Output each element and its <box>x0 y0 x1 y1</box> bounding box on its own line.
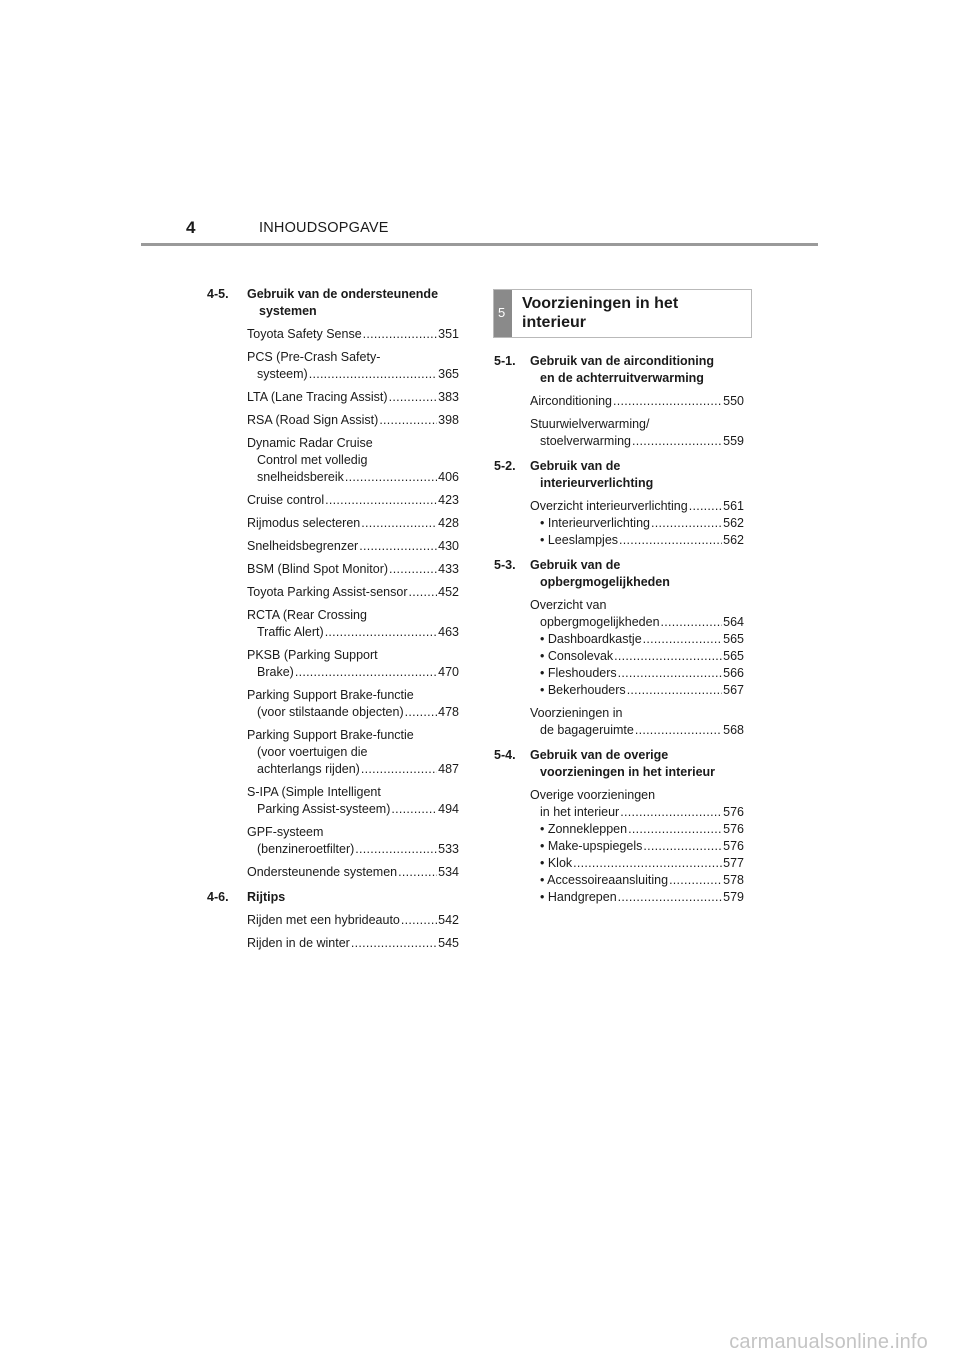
toc-entry[interactable] <box>247 389 459 406</box>
toc-sub-entry[interactable] <box>530 665 744 682</box>
entry-label: Overzicht interieurverlichting <box>530 499 688 513</box>
entry-label: Snelheidsbegrenzer <box>247 539 359 553</box>
entry-label: • Klok <box>540 856 573 870</box>
entry-label: Dynamic Radar Cruise <box>247 436 373 450</box>
section-number: 5-4. <box>494 748 516 762</box>
entry-page-number: 433 <box>438 562 459 576</box>
dot-leader <box>325 624 437 641</box>
toc-section-4-6 <box>207 889 459 952</box>
entry-page-number: 579 <box>723 890 744 904</box>
section-title: Gebruik van de overige voorzieningen in het interieur <box>530 748 716 779</box>
toc-entry[interactable] <box>247 492 459 509</box>
toc-sub-entry[interactable] <box>530 889 744 906</box>
toc-entry-line[interactable] <box>247 412 459 429</box>
entry-page-number: 568 <box>723 723 744 737</box>
entry-page-number: 576 <box>723 805 744 819</box>
dot-leader <box>613 393 722 410</box>
page-number: 4 <box>186 218 196 237</box>
toc-entry[interactable] <box>530 498 744 515</box>
entry-label: • Handgrepen <box>540 890 617 904</box>
entry-page-number: 463 <box>438 625 459 639</box>
dot-leader <box>632 433 722 450</box>
entry-label: Brake) <box>257 665 294 679</box>
entry-label: BSM (Blind Spot Monitor) <box>247 562 389 576</box>
toc-entry-line[interactable] <box>247 912 459 929</box>
dot-leader <box>351 935 437 952</box>
toc-entry-line[interactable] <box>530 597 744 614</box>
entry-page-number: 533 <box>438 842 459 856</box>
section-number: 5-3. <box>494 558 516 572</box>
toc-section-5-2 <box>494 458 744 549</box>
dot-leader <box>379 412 437 429</box>
toc-entry-line[interactable] <box>530 787 744 804</box>
entry-page-number: 478 <box>438 705 459 719</box>
section-number: 5-1. <box>494 354 516 368</box>
chapter-title: Voorzieningen in het interieur <box>522 295 679 331</box>
dot-leader <box>309 366 437 383</box>
entry-page-number: 565 <box>723 649 744 663</box>
section-number: 4-5. <box>207 287 229 301</box>
dot-leader <box>363 326 437 343</box>
toc-sub-entry[interactable] <box>530 631 744 648</box>
entry-page-number: 494 <box>438 802 459 816</box>
toc-entry[interactable] <box>530 393 744 410</box>
dot-leader <box>661 614 723 631</box>
toc-entries <box>247 326 459 881</box>
entry-label: Rijden met een hybrideauto <box>247 913 400 927</box>
toc-sub-entry[interactable] <box>530 872 744 889</box>
entry-page-number: 365 <box>438 367 459 381</box>
entry-label: • Dashboardkastje <box>540 632 642 646</box>
entry-page-number: 564 <box>723 615 744 629</box>
toc-entry-line[interactable] <box>247 389 459 406</box>
toc-entries <box>530 498 744 549</box>
entry-label: in het interieur <box>540 805 620 819</box>
entry-label: (voor voertuigen die <box>257 745 368 759</box>
toc-section-5-1 <box>494 353 744 450</box>
entry-page-number: 559 <box>723 434 744 448</box>
entry-label: Airconditioning <box>530 394 612 408</box>
section-title: Gebruik van de opbergmogelijkheden <box>530 558 670 589</box>
entry-page-number: 576 <box>723 839 744 853</box>
toc-entries <box>530 393 744 450</box>
chapter-number: 5 <box>498 305 506 320</box>
section-number: 4-6. <box>207 890 229 904</box>
toc-entry-line[interactable] <box>247 561 459 578</box>
entry-label: Traffic Alert) <box>257 625 324 639</box>
toc-section-5-3 <box>494 557 744 739</box>
entry-label: Stuurwielverwarming/ <box>530 417 650 431</box>
toc-sub-entry[interactable] <box>530 648 744 665</box>
toc-entry-line[interactable] <box>247 824 459 841</box>
dot-leader <box>643 838 722 855</box>
toc-entry-line[interactable] <box>247 515 459 532</box>
dot-leader <box>689 498 722 515</box>
dot-leader <box>361 761 437 778</box>
entry-page-number: 487 <box>438 762 459 776</box>
dot-leader <box>345 469 437 486</box>
entry-label: (voor stilstaande objecten) <box>257 705 404 719</box>
entry-label: Toyota Safety Sense <box>247 327 362 341</box>
dot-leader <box>620 804 722 821</box>
dot-leader <box>359 538 437 555</box>
toc-entry-line[interactable] <box>247 607 459 624</box>
entry-page-number: 428 <box>438 516 459 530</box>
entry-label: LTA (Lane Tracing Assist) <box>247 390 388 404</box>
toc-entry[interactable] <box>247 412 459 429</box>
watermark: carmanualsonline.info <box>729 1331 928 1353</box>
toc-entry-line[interactable] <box>247 727 459 744</box>
toc-entry-line[interactable] <box>247 584 459 601</box>
toc-entry-line[interactable] <box>247 326 459 343</box>
entry-page-number: 577 <box>723 856 744 870</box>
dot-leader <box>295 664 437 681</box>
toc-entry[interactable] <box>530 597 744 631</box>
entry-label: • Fleshouders <box>540 666 617 680</box>
dot-leader <box>635 722 722 739</box>
toc-entry-line[interactable] <box>530 393 744 410</box>
entry-page-number: 452 <box>438 585 459 599</box>
dot-leader <box>618 889 722 906</box>
dot-leader <box>389 389 438 406</box>
entry-page-number: 561 <box>723 499 744 513</box>
entry-page-number: 567 <box>723 683 744 697</box>
toc-entry-line[interactable] <box>247 761 459 778</box>
toc-entry-line[interactable] <box>530 804 744 821</box>
toc-section-5-4 <box>494 747 744 906</box>
toc-entry[interactable] <box>247 561 459 578</box>
toc-entry[interactable] <box>247 864 459 881</box>
header-divider <box>141 243 818 246</box>
entry-page-number: 423 <box>438 493 459 507</box>
entry-label: stoelverwarming <box>540 434 632 448</box>
dot-leader <box>618 665 723 682</box>
entry-label: RCTA (Rear Crossing <box>247 608 367 622</box>
toc-entry[interactable] <box>247 515 459 532</box>
toc-entry[interactable] <box>247 326 459 343</box>
toc-entry[interactable] <box>530 705 744 739</box>
dot-leader <box>389 561 437 578</box>
entry-page-number: 534 <box>438 865 459 879</box>
toc-entry[interactable] <box>530 787 744 821</box>
dot-leader <box>643 631 722 648</box>
entry-label: Overige voorzieningen <box>530 788 656 802</box>
toc-sub-entry[interactable] <box>530 838 744 855</box>
toc-entry-line[interactable] <box>247 744 459 761</box>
dot-leader <box>614 648 722 665</box>
toc-entry[interactable] <box>247 607 459 641</box>
entry-label: • Make-upspiegels <box>540 839 643 853</box>
entry-label: RSA (Road Sign Assist) <box>247 413 379 427</box>
toc-right-column <box>494 353 744 914</box>
toc-entry-line[interactable] <box>247 801 459 818</box>
entry-label: S-IPA (Simple Intelligent <box>247 785 381 799</box>
toc-entry-line[interactable] <box>247 349 459 366</box>
entry-label: • Accessoireaansluiting <box>540 873 669 887</box>
toc-entry[interactable] <box>247 687 459 721</box>
entry-label: Parking Support Brake-functie <box>247 728 414 742</box>
entry-page-number: 430 <box>438 539 459 553</box>
dot-leader <box>573 855 722 872</box>
dot-leader <box>409 584 438 601</box>
toc-sub-entry[interactable] <box>530 682 744 699</box>
toc-entry-line[interactable] <box>530 433 744 450</box>
page-header <box>0 0 960 250</box>
entry-label: PCS (Pre-Crash Safety- <box>247 350 381 364</box>
entry-label: Parking Support Brake-functie <box>247 688 414 702</box>
section-title: Gebruik van de airconditioning en de achterruitverwarming <box>530 354 715 385</box>
toc-entry-line[interactable] <box>247 664 459 681</box>
entry-label: Voorzieningen in <box>530 706 623 720</box>
entry-page-number: 576 <box>723 822 744 836</box>
toc-entry-line[interactable] <box>247 492 459 509</box>
toc-sub-entry[interactable] <box>530 515 744 532</box>
toc-entries <box>530 597 744 739</box>
toc-entry-line[interactable] <box>247 935 459 952</box>
section-title: Gebruik van de ondersteunende systemen <box>247 287 439 318</box>
entry-page-number: 550 <box>723 394 744 408</box>
entry-label: opbergmogelijkheden <box>540 615 660 629</box>
chapter-marker <box>494 290 512 337</box>
toc-sub-entry[interactable] <box>530 821 744 838</box>
entry-label: Cruise control <box>247 493 325 507</box>
entry-label: GPF-systeem <box>247 825 324 839</box>
entry-label: snelheidsbereik <box>257 470 344 484</box>
entry-page-number: 398 <box>438 413 459 427</box>
entry-page-number: 383 <box>438 390 459 404</box>
toc-left-column <box>207 286 459 960</box>
toc-entry[interactable] <box>247 824 459 858</box>
toc-entry[interactable] <box>247 912 459 929</box>
dot-leader <box>627 682 722 699</box>
entry-page-number: 470 <box>438 665 459 679</box>
dot-leader <box>398 864 437 881</box>
entry-label: Ondersteunende systemen <box>247 865 398 879</box>
dot-leader <box>391 801 437 818</box>
toc-sub-entry[interactable] <box>530 855 744 872</box>
toc-entry-line[interactable] <box>530 705 744 722</box>
entry-label: • Zonnekleppen <box>540 822 628 836</box>
dot-leader <box>669 872 722 889</box>
toc-entry-line[interactable] <box>247 647 459 664</box>
toc-section-4-5 <box>207 286 459 881</box>
entry-label: • Leeslampjes <box>540 533 619 547</box>
entry-label: Overzicht van <box>530 598 607 612</box>
toc-entry-line[interactable] <box>530 722 744 739</box>
toc-entry-line[interactable] <box>247 469 459 486</box>
toc-entry-line[interactable] <box>247 624 459 641</box>
dot-leader <box>405 704 438 721</box>
dot-leader <box>619 532 722 549</box>
toc-entry-line[interactable] <box>530 416 744 433</box>
dot-leader <box>325 492 437 509</box>
toc-entry-line[interactable] <box>530 498 744 515</box>
dot-leader <box>651 515 722 532</box>
toc-entry-line[interactable] <box>247 538 459 555</box>
toc-entry-line[interactable] <box>247 704 459 721</box>
entry-page-number: 562 <box>723 533 744 547</box>
toc-entry[interactable] <box>247 727 459 778</box>
entry-label: Parking Assist-systeem) <box>257 802 391 816</box>
entry-page-number: 565 <box>723 632 744 646</box>
entry-label: Toyota Parking Assist-sensor <box>247 585 408 599</box>
entry-label: (benzineroetfilter) <box>257 842 355 856</box>
toc-entry[interactable] <box>247 935 459 952</box>
toc-entry[interactable] <box>247 538 459 555</box>
toc-sub-entry[interactable] <box>530 532 744 549</box>
toc-entry-line[interactable] <box>247 841 459 858</box>
dot-leader <box>361 515 437 532</box>
toc-entry-line[interactable] <box>247 435 459 452</box>
toc-entry-line[interactable] <box>247 366 459 383</box>
entry-page-number: 542 <box>438 913 459 927</box>
header-title: INHOUDSOPGAVE <box>259 220 389 236</box>
toc-entry[interactable] <box>247 784 459 818</box>
entry-page-number: 562 <box>723 516 744 530</box>
entry-label: systeem) <box>257 367 308 381</box>
dot-leader <box>401 912 437 929</box>
dot-leader <box>628 821 722 838</box>
toc-entries <box>247 912 459 952</box>
section-title: Gebruik van de interieurverlichting <box>530 459 654 490</box>
entry-label: achterlangs rijden) <box>257 762 360 776</box>
toc-entry[interactable] <box>530 416 744 450</box>
entry-label: Rijden in de winter <box>247 936 350 950</box>
entry-label: PKSB (Parking Support <box>247 648 378 662</box>
toc-entry[interactable] <box>247 584 459 601</box>
section-number: 5-2. <box>494 459 516 473</box>
toc-entry-line[interactable] <box>247 784 459 801</box>
toc-entry-line[interactable] <box>530 614 744 631</box>
toc-entry[interactable] <box>247 647 459 681</box>
entry-page-number: 545 <box>438 936 459 950</box>
section-title: Rijtips <box>247 890 286 904</box>
toc-entry[interactable] <box>247 435 459 486</box>
dot-leader <box>355 841 437 858</box>
entry-label: • Interieurverlichting <box>540 516 650 530</box>
entry-page-number: 351 <box>438 327 459 341</box>
chapter-heading-box <box>493 289 752 338</box>
toc-entry-line[interactable] <box>247 687 459 704</box>
entry-label: • Consolevak <box>540 649 614 663</box>
entry-page-number: 406 <box>438 470 459 484</box>
toc-entry-line[interactable] <box>247 452 459 469</box>
entry-label: de bagageruimte <box>540 723 634 737</box>
entry-label: Rijmodus selecteren <box>247 516 361 530</box>
entry-label: Control met volledig <box>257 453 368 467</box>
entry-label: • Bekerhouders <box>540 683 626 697</box>
toc-entries <box>530 787 744 906</box>
toc-entry[interactable] <box>247 349 459 383</box>
entry-page-number: 578 <box>723 873 744 887</box>
toc-entry-line[interactable] <box>247 864 459 881</box>
entry-page-number: 566 <box>723 666 744 680</box>
